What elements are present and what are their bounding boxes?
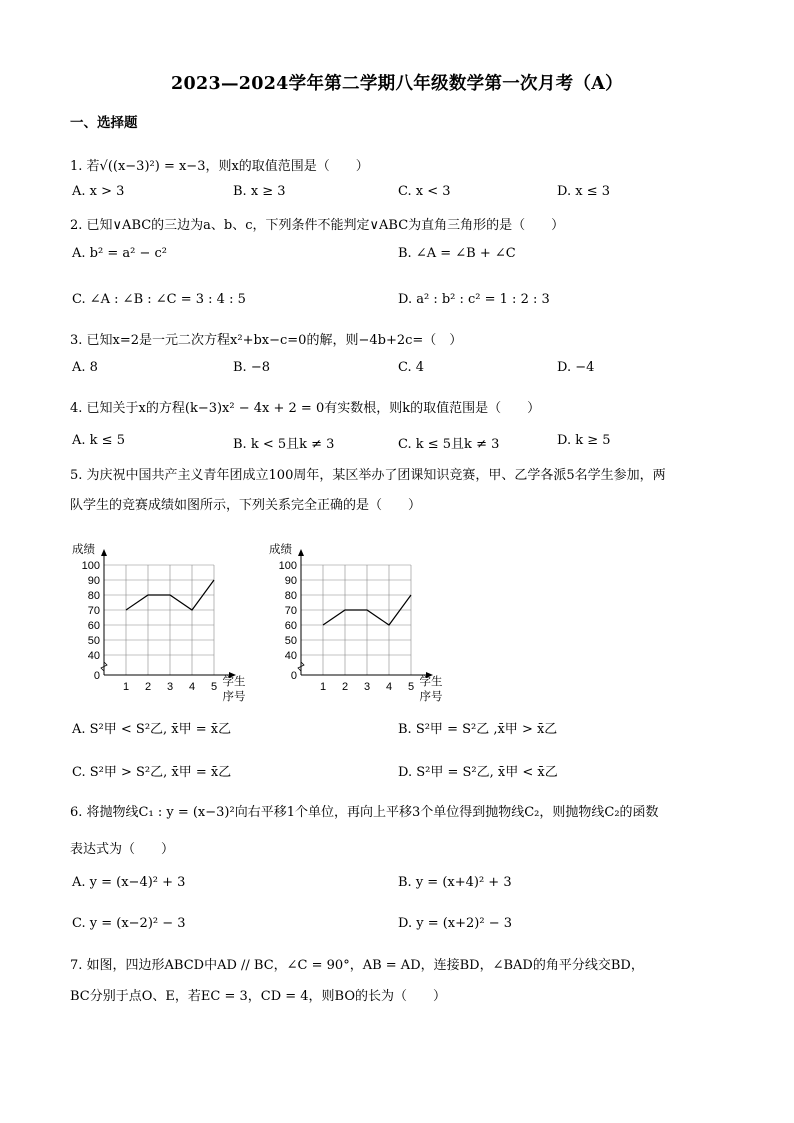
y-tick-label: 60 (87, 620, 100, 632)
x-tick-label: 4 (188, 681, 196, 693)
question-4-stem: 4. 已知关于x的方程(k−3)x² − 4x + 2 = 0有实数根，则k的取值范围是（ ） (70, 401, 541, 416)
q2-option-c: C. ∠A : ∠B : ∠C = 3 : 4 : 5 (72, 292, 246, 307)
q2-option-a: A. b² = a² − c² (72, 246, 167, 261)
chart-team-yi (269, 542, 443, 703)
question-3-stem: 3. 已知x=2是一元二次方程x²+bx−c=0的解，则−4b+2c=（ ） (70, 333, 463, 348)
q1-option-a: A. x > 3 (72, 184, 125, 199)
y-tick-label: 100 (81, 560, 100, 572)
y-tick-label: 0 (290, 670, 297, 682)
x-tick-label: 3 (166, 681, 174, 693)
x-tick-label: 2 (341, 681, 349, 693)
q2-option-d: D. a² : b² : c² = 1 : 2 : 3 (398, 292, 550, 307)
q5-charts (60, 535, 480, 705)
q3-option-b: B. −8 (233, 360, 270, 375)
q5-option-d: D. S²甲 = S²乙, x̄甲 < x̄乙 (398, 765, 558, 780)
x-axis-title: 序号 (419, 691, 443, 703)
section-heading: 一、选择题 (70, 115, 138, 131)
q4-option-d: D. k ≥ 5 (557, 433, 611, 448)
q6-option-b: B. y = (x+4)² + 3 (398, 875, 512, 890)
y-tick-label: 40 (87, 650, 100, 662)
x-tick-label: 5 (407, 681, 415, 693)
x-axis-title: 序号 (222, 691, 246, 703)
y-tick-label: 50 (284, 635, 297, 647)
q5-option-b: B. S²甲 = S²乙 ,x̄甲 > x̄乙 (398, 722, 558, 737)
question-2-stem: 2. 已知∨ABC的三边为a、b、c，下列条件不能判定∨ABC为直角三角形的是（ ） (70, 218, 565, 233)
q6-option-a: A. y = (x−4)² + 3 (72, 875, 186, 890)
y-tick-label: 90 (284, 575, 297, 587)
q4-option-c: C. k ≤ 5且k ≠ 3 (398, 437, 500, 452)
x-tick-label: 5 (210, 681, 218, 693)
q5-option-a: A. S²甲 < S²乙, x̄甲 = x̄乙 (72, 722, 232, 737)
question-7-stem-line2: BC分别于点O、E，若EC = 3，CD = 4，则BO的长为（ ） (70, 989, 447, 1004)
q6-option-c: C. y = (x−2)² − 3 (72, 916, 186, 931)
q4-option-a: A. k ≤ 5 (72, 433, 125, 448)
q1-option-d: D. x ≤ 3 (557, 184, 610, 199)
q5-option-c: C. S²甲 > S²乙, x̄甲 = x̄乙 (72, 765, 232, 780)
question-1-stem: 1. 若√((x−3)²) = x−3，则x的取值范围是（ ） (70, 159, 369, 174)
y-axis-arrow (298, 549, 304, 556)
y-tick-label: 40 (284, 650, 297, 662)
q3-option-c: C. 4 (398, 360, 425, 375)
question-7-stem-line1: 7. 如图，四边形ABCD中AD // BC，∠C = 90°，AB = AD，连接BD，∠BAD的角平分线交BD， (70, 958, 644, 973)
x-axis-title: 学生 (222, 676, 246, 688)
x-tick-label: 1 (122, 681, 130, 693)
x-tick-label: 2 (144, 681, 152, 693)
y-tick-label: 70 (87, 605, 100, 617)
x-tick-label: 4 (385, 681, 393, 693)
y-axis-arrow (101, 549, 107, 556)
chart-team-jia (72, 542, 246, 703)
q1-option-b: B. x ≥ 3 (233, 184, 286, 199)
page-title: 2023—2024学年第二学期八年级数学第一次月考（A） (171, 74, 623, 94)
y-axis-title: 成绩 (72, 544, 95, 556)
y-tick-label: 60 (284, 620, 297, 632)
x-tick-label: 3 (363, 681, 371, 693)
y-tick-label: 50 (87, 635, 100, 647)
q1-option-c: C. x < 3 (398, 184, 451, 199)
question-5-stem-line1: 5. 为庆祝中国共产主义青年团成立100周年，某区举办了团课知识竞赛，甲、乙学各派5名学生参加，两 (70, 468, 666, 483)
question-6-stem-line1: 6. 将抛物线C₁ : y = (x−3)²向右平移1个单位，再向上平移3个单位得到抛物线C₂，则抛物线C₂的函数 (70, 805, 659, 820)
q4-option-b: B. k < 5且k ≠ 3 (233, 437, 335, 452)
y-tick-label: 80 (284, 590, 297, 602)
question-5-stem-line2: 队学生的竞赛成绩如图所示，下列关系完全正确的是（ ） (70, 498, 422, 513)
x-tick-label: 1 (319, 681, 327, 693)
x-axis-title: 学生 (419, 676, 443, 688)
question-6-stem-line2: 表达式为（ ） (70, 842, 175, 857)
y-axis-title: 成绩 (269, 544, 292, 556)
q3-option-d: D. −4 (557, 360, 595, 375)
q3-option-a: A. 8 (72, 360, 98, 375)
q6-option-d: D. y = (x+2)² − 3 (398, 916, 513, 931)
y-tick-label: 0 (93, 670, 100, 682)
y-tick-label: 70 (284, 605, 297, 617)
q2-option-b: B. ∠A = ∠B + ∠C (398, 246, 516, 261)
y-tick-label: 80 (87, 590, 100, 602)
y-tick-label: 90 (87, 575, 100, 587)
y-tick-label: 100 (278, 560, 297, 572)
